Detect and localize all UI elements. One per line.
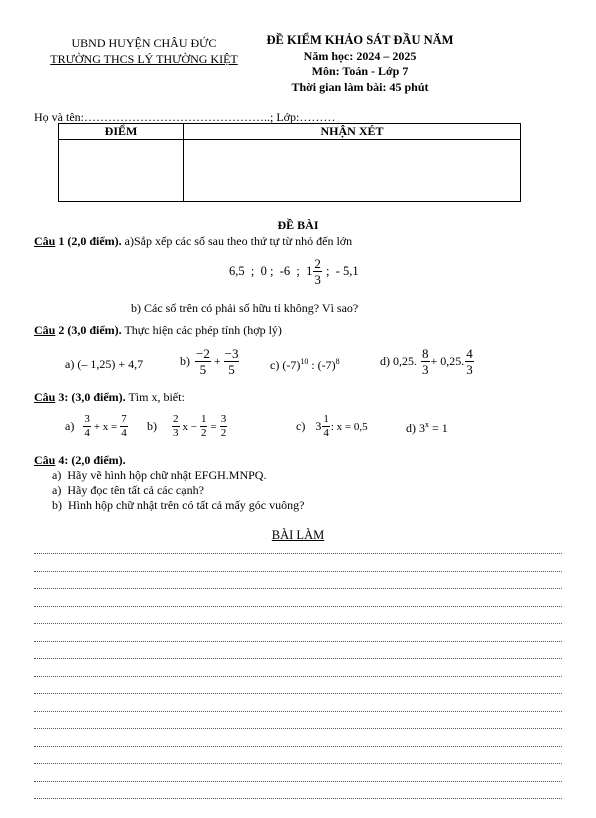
answer-line[interactable] (34, 693, 562, 694)
q1-text: a)Sắp xếp các số sau theo thứ tự từ nhỏ đến lớn (121, 234, 353, 248)
q3-label: Câu (34, 390, 56, 404)
class-label: ; Lớp: (270, 110, 300, 124)
q3-c-frac: $\frac{1}{4}$ (323, 413, 329, 439)
q3-b-frac1: $\frac{2}{3}$ (173, 413, 179, 439)
q3-b-mid2: = (210, 420, 217, 433)
q3-part-a (65, 414, 129, 439)
answer-title: BÀI LÀM (271, 528, 325, 542)
exam-title: ĐỀ KIỂM KHẢO SÁT ĐẦU NĂM (266, 33, 454, 47)
grade-cell[interactable] (59, 140, 184, 202)
q1-numbers-a: 6,5 ; 0 ; -6 ; 1 (229, 264, 313, 278)
q2-part-b (180, 347, 240, 376)
q3-text: Tìm x, biết: (125, 390, 185, 404)
q1-numbers-b: ; - 5,1 (322, 264, 359, 278)
q4-points: 4: (2,0 điểm). (55, 453, 126, 467)
school-name: TRƯỜNG THCS LÝ THƯỜNG KIỆT (50, 52, 238, 66)
name-label: Họ và tên: (34, 110, 84, 124)
q3-a-frac1: $\frac{3}{4}$ (84, 413, 90, 439)
school-year: Năm học: 2024 – 2025 (303, 49, 417, 63)
question-4 (34, 453, 126, 468)
question-3 (34, 390, 185, 405)
q2-c-base2: : (-7) (308, 358, 336, 372)
q2-d-frac1: $\frac{8}{3}$ (422, 346, 429, 377)
q2-label: Câu (34, 323, 56, 337)
q3-a-frac2: $\frac{7}{4}$ (121, 413, 127, 439)
q2-d-mid: + 0,25. (430, 354, 465, 368)
q3-a-label: a) (65, 419, 75, 433)
class-dots[interactable]: ……… (299, 110, 336, 124)
district-name: UBND HUYỆN CHÂU ĐỨC (71, 36, 217, 50)
section-title: ĐỀ BÀI (277, 218, 319, 232)
answer-line[interactable] (34, 711, 562, 712)
q3-points: 3: (3,0 điểm). (55, 390, 126, 404)
q2-part-a: a) (– 1,25) + 4,7 (65, 357, 144, 371)
subject: Môn: Toán - Lớp 7 (311, 64, 409, 78)
answer-line[interactable] (34, 571, 562, 572)
question-2 (34, 323, 282, 338)
q3-b-mid1: x − (182, 420, 197, 433)
answer-line[interactable] (34, 658, 562, 659)
q3-d-exp: x (425, 420, 429, 429)
q4-item: b) Hình hộp chữ nhật trên có tất cả mấy góc vuông? (52, 498, 305, 512)
q2-part-d (380, 347, 475, 376)
answer-line[interactable] (34, 798, 562, 799)
answer-line[interactable] (34, 676, 562, 677)
q2-points: 2 (3,0 điểm). (55, 323, 122, 337)
q1-label: Câu (34, 234, 56, 248)
q3-c-label: c) (296, 419, 306, 433)
answer-line[interactable] (34, 606, 562, 607)
answer-line[interactable] (34, 728, 562, 729)
q2-part-c (270, 357, 340, 373)
q3-b-label: b) (147, 419, 157, 433)
answer-line[interactable] (34, 553, 562, 554)
answer-line[interactable] (34, 623, 562, 624)
q4-item: a) Hãy vẽ hình hộp chữ nhật EFGH.MNPQ. (52, 468, 267, 482)
q1-points: 1 (2,0 điểm). (55, 234, 122, 248)
comment-cell[interactable] (184, 140, 521, 202)
q2-b-frac2: $\frac{-3}{5}$ (224, 346, 239, 377)
q3-b-frac2: $\frac{1}{2}$ (200, 413, 207, 439)
q4-item: a) Hãy đọc tên tất cả các cạnh? (52, 483, 204, 497)
q2-d-label: d) 0,25. (380, 354, 417, 368)
q2-c-base1: c) (-7) (270, 358, 301, 372)
q3-b-frac3: $\frac{3}{2}$ (220, 413, 227, 439)
q2-text: Thực hiện các phép tính (hợp lý) (121, 323, 282, 337)
grade-header: ĐIỂM (59, 124, 184, 140)
answer-line[interactable] (34, 588, 562, 589)
q2-d-frac2: $\frac{4}{3}$ (466, 346, 473, 377)
answer-line[interactable] (34, 641, 562, 642)
question-1 (34, 234, 352, 249)
q1-part-b: b) Các số trên có phải số hữu tỉ không? Vì sao? (131, 301, 359, 315)
q3-a-mid: + x = (93, 420, 118, 433)
q3-part-d (406, 420, 448, 436)
q1-fraction: $\frac{2}{3}$ (314, 256, 321, 287)
q2-b-label: b) (180, 354, 190, 368)
q3-d-label: d) 3 (406, 421, 425, 435)
q4-label: Câu (34, 453, 56, 467)
answer-line[interactable] (34, 781, 562, 782)
q1-numbers (229, 257, 359, 286)
answer-line[interactable] (34, 763, 562, 764)
grade-table (58, 123, 521, 202)
q3-c-whole: 3 (315, 419, 322, 433)
comment-header: NHẬN XÉT (184, 124, 521, 140)
q2-b-op: + (213, 354, 221, 368)
q2-b-frac1: $\frac{-2}{5}$ (196, 346, 210, 377)
q3-part-c (296, 414, 368, 439)
duration: Thời gian làm bài: 45 phút (291, 80, 429, 94)
q2-c-exp1: 10 (300, 357, 309, 366)
q2-c-exp2: 8 (335, 357, 340, 366)
name-dots[interactable]: ……………………………………….. (84, 110, 270, 124)
answer-line[interactable] (34, 746, 562, 747)
q3-part-b (147, 414, 228, 439)
q3-d-rest: = 1 (429, 421, 448, 435)
q3-c-rest: : x = 0,5 (330, 420, 368, 433)
